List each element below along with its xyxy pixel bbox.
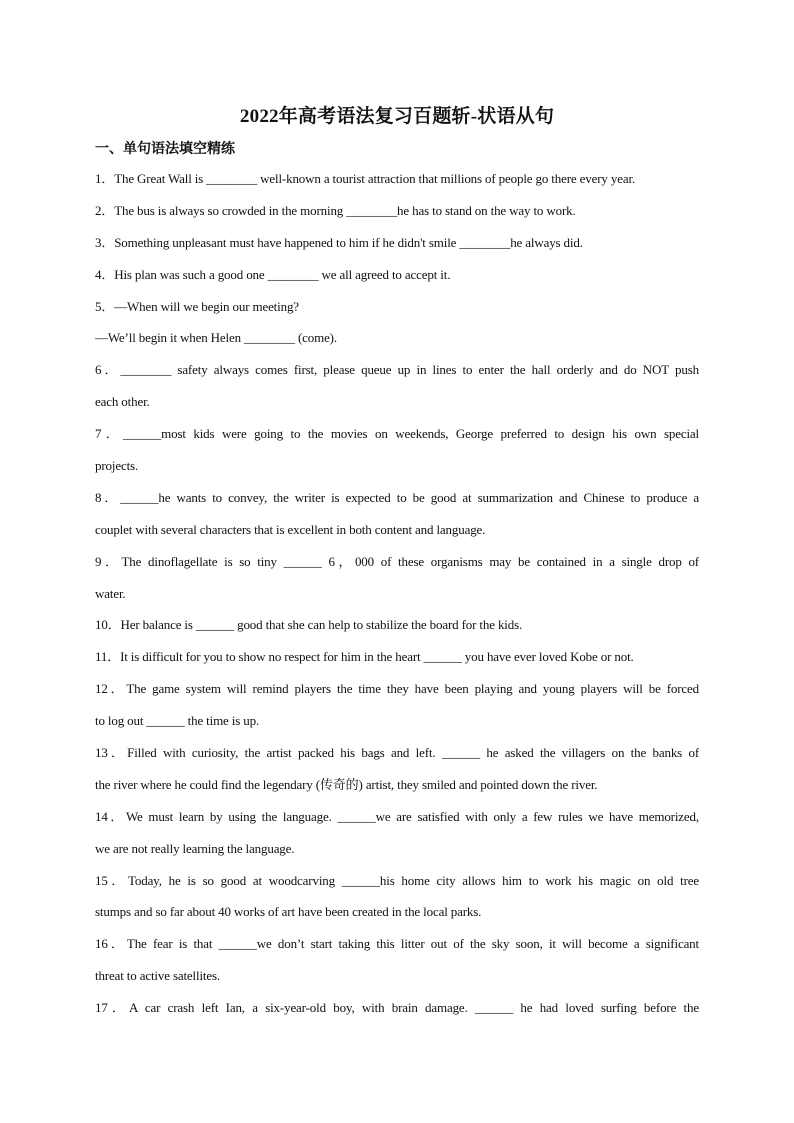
question-line: we are not really learning the language. — [95, 840, 295, 856]
question-line: 8．______he wants to convey, the writer is expected to be good at summarization and Chinese to produce a — [95, 489, 699, 505]
question-line: water. — [95, 585, 126, 601]
question-line: 9．The dinoflagellate is so tiny ______ 6，000 of these organisms may be contained in a single drop of — [95, 553, 699, 569]
page-title: 2022年高考语法复习百题斩-状语从句 — [239, 106, 555, 127]
question-line: 7．______most kids were going to the movies on weekends, George preferred to design his own special — [95, 426, 699, 442]
question-line: 12．The game system will remind players the time they have been playing and young players will be forced — [95, 681, 699, 697]
question-line: threat to active satellites. — [95, 968, 221, 984]
question-line: 3．Something unpleasant must have happened to him if he didn't smile ________he always did. — [95, 234, 583, 250]
question-line: 6．________ safety always comes first, please queue up in lines to enter the hall orderly and do NOT push — [95, 362, 699, 378]
question-line: 1．The Great Wall is ________ well-known a tourist attraction that millions of people go there every year. — [95, 171, 636, 186]
question-line: 2．The bus is always so crowded in the morning ________he has to stand on the way to work. — [95, 202, 576, 218]
question-line: stumps and so far about 40 works of art have been created in the local parks. — [95, 904, 482, 920]
question-line: 13．Filled with curiosity, the artist packed his bags and left. ______ he asked the villagers on the banks of — [95, 745, 699, 761]
question-line: 11．It is difficult for you to show no respect for him in the heart ______ you have ever loved Kobe or not. — [95, 649, 634, 665]
question-line: 14．We must learn by using the language. ______we are satisfied with only a few rules we have memorized, — [95, 808, 699, 824]
question-line: 17．A car crash left Ian, a six-year-old boy, with brain damage. ______ he had loved surfing before the — [95, 1000, 699, 1016]
question-line: 10．Her balance is ______ good that she can help to stabilize the board for the kids. — [95, 617, 523, 633]
question-line: to log out ______ the time is up. — [95, 713, 260, 729]
question-line: the river where he could find the legendary (传奇的) artist, they smiled and pointed down the river. — [95, 776, 598, 792]
question-line: projects. — [95, 458, 139, 474]
question-line: 5．—When will we begin our meeting? — [95, 298, 299, 314]
question-line: —We’ll begin it when Helen ________ (come). — [95, 330, 337, 346]
question-line: couplet with several characters that is excellent in both content and language. — [95, 521, 486, 537]
question-line: each other. — [95, 394, 150, 410]
section-heading: 一、单句语法填空精练 — [95, 142, 235, 157]
question-list — [95, 163, 699, 1024]
question-line: 15．Today, he is so good at woodcarving ______his home city allows him to work his magic on old tree — [95, 872, 699, 888]
question-line: 16．The fear is that ______we don’t start taking this litter out of the sky soon, it will become a significant — [95, 936, 699, 952]
question-line: 4．His plan was such a good one ________ we all agreed to accept it. — [95, 266, 451, 282]
